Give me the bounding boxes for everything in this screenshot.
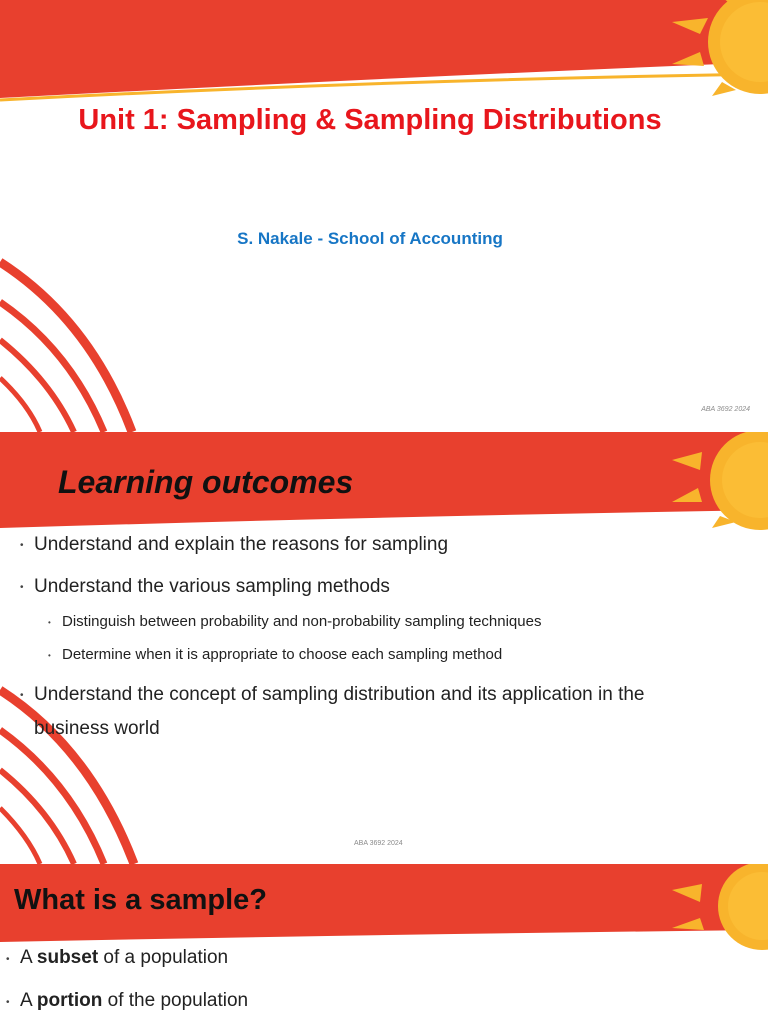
bullet-dot: • [48, 618, 51, 627]
slide-learning-outcomes [0, 432, 768, 864]
slide-heading: What is a sample? [14, 884, 268, 916]
bullet-item-1 [20, 947, 228, 969]
bullet-dot: • [20, 540, 24, 551]
bullet-text: of the population [102, 990, 249, 1011]
bullet-text: A [20, 990, 37, 1011]
bullet-dot: • [48, 651, 51, 660]
bullet-item-3-continued: business world [34, 718, 160, 739]
sub-bullet-item-1: Distinguish between probability and non-probability sampling techniques [62, 613, 542, 630]
bullet-bold-text: portion [36, 990, 103, 1011]
bullet-dot: • [20, 690, 24, 701]
bullet-text: of a population [98, 947, 229, 968]
bullet-dot: • [6, 997, 10, 1008]
bullet-item-2: Understand the various sampling methods [34, 576, 390, 597]
bullet-item-1: Understand and explain the reasons for sampling [34, 534, 449, 555]
bullet-item-3: Understand the concept of sampling distribution and its application in the [34, 684, 645, 705]
slide-title [0, 0, 768, 432]
bullet-text: A [20, 947, 37, 968]
bullet-dot: • [6, 954, 10, 965]
sub-bullet-item-2: Determine when it is appropriate to choose each sampling method [62, 646, 503, 663]
slide-subtitle: S. Nakale - School of Accounting [237, 229, 503, 248]
slide-background [0, 0, 768, 432]
slide-footer: ABA 3692 2024 [354, 840, 403, 847]
bullet-item-2 [20, 990, 248, 1012]
slide-title-heading: Unit 1: Sampling & Sampling Distributions [78, 104, 662, 136]
slide-what-is-sample [0, 864, 768, 1024]
bullet-dot: • [20, 582, 24, 593]
slide-heading: Learning outcomes [58, 464, 354, 500]
slide-footer: ABA 3692 2024 [701, 406, 750, 413]
bullet-bold-text: subset [36, 947, 99, 968]
